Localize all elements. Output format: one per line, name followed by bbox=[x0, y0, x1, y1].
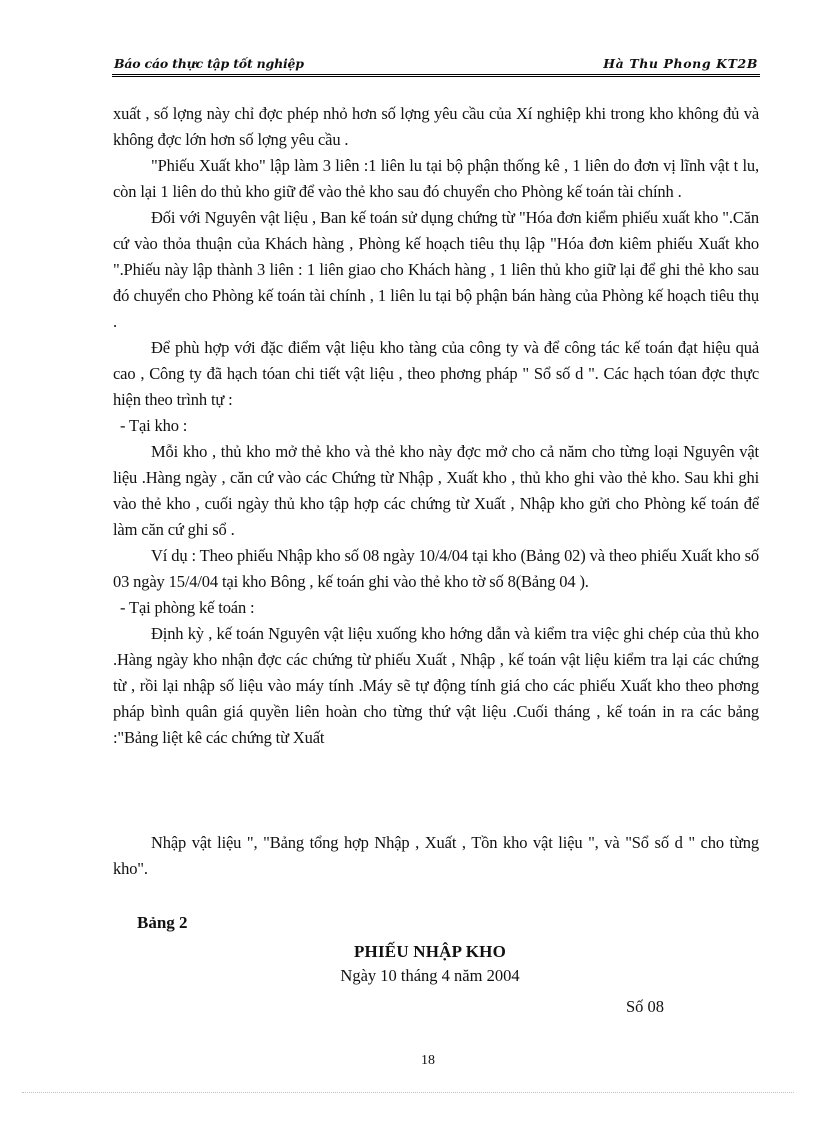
header-author: Hà Thu Phong KT2B bbox=[603, 56, 758, 71]
text-block-closing bbox=[113, 830, 759, 882]
paragraph-accounting-method: Để phù hợp với đặc điểm vật liệu kho tàng của công ty và để công tác kế toán đạt hiệu quả cao , Công ty đã hạch tóan chi tiết vật liệu , theo phơng pháp " Sổ số d ". Các hạch tóan đợc thực hiện theo trình tự : bbox=[113, 338, 759, 409]
main-text-block bbox=[113, 101, 759, 751]
paragraph-accounting-procedure: Định kỳ , kế toán Nguyên vật liệu xuống kho hớng dẫn và kiểm tra việc ghi chép của thủ kho .Hàng ngày kho nhận đợc các chứng từ phiếu Xuất , Nhập , kế toán vật liệu kiểm tra lại các chứng từ , rồi lại nhập số liệu vào máy tính .Máy sẽ tự động tính giá cho các phiếu Xuất kho theo phơng pháp bình quân giá quyền liên hoàn cho từng thứ vật liệu .Cuối tháng , kế toán in ra các bảng :"Bảng liệt kê các chứng từ Xuất bbox=[113, 624, 759, 747]
slip-date bbox=[0, 966, 816, 986]
page-bottom-border bbox=[22, 1092, 794, 1093]
page-number-text: 18 bbox=[421, 1053, 435, 1068]
paragraph-closing: Nhập vật liệu ", "Bảng tổng hợp Nhập , Xuất , Tồn kho vật liệu ", và "Sổ số d " cho từng kho". bbox=[113, 833, 759, 878]
paragraph-continuation: xuất , số lợng này chỉ đợc phép nhỏ hơn số lợng yêu cầu của Xí nghiệp khi trong kho không đủ và không đợc lớn hơn số lợng yêu cầu . bbox=[113, 104, 759, 149]
header-report-title: Báo cáo thực tập tốt nghiệp bbox=[114, 56, 304, 71]
slip-title-text: PHIẾU NHẬP KHO bbox=[353, 942, 507, 961]
paragraph-invoice: Đối với Nguyên vật liệu , Ban kế toán sử dụng chứng từ "Hóa đơn kiểm phiếu xuất kho ".Căn cứ vào thỏa thuận của Khách hàng , Phòng kế hoạch tiêu thụ lập "Hóa đơn kiêm phiếu Xuất kho ".Phiếu này lập thành 3 liên : 1 liên giao cho Khách hàng , 1 liên thủ kho giữ lại để ghi thẻ kho sau đó chuyển cho Phòng kế toán tài chính , 1 liên lu tại bộ phận bán hàng của Phòng kế hoạch tiêu thụ . bbox=[113, 208, 759, 331]
page-number bbox=[0, 1053, 816, 1069]
table-label: Bảng 2 bbox=[137, 913, 188, 932]
paragraph-warehouse-procedure: Mỗi kho , thủ kho mở thẻ kho và thẻ kho này đợc mở cho cả năm cho từng loại Nguyên vật liệu .Hàng ngày , căn cứ vào các Chứng từ Nhập , Xuất kho , thủ kho ghi vào thẻ kho. Sau khi ghi vào thẻ kho , cuối ngày thủ kho tập hợp các chứng từ Xuất , Nhập kho gửi cho Phòng kế toán để làm căn cứ ghi sổ . bbox=[113, 442, 759, 539]
heading-at-accounting-office: - Tại phòng kế toán : bbox=[120, 598, 255, 617]
heading-at-warehouse: - Tại kho : bbox=[120, 416, 188, 435]
paragraph-example: Ví dụ : Theo phiếu Nhập kho số 08 ngày 10/4/04 tại kho (Bảng 02) và theo phiếu Xuất kho số 03 ngày 15/4/04 tại kho Bông , kế toán ghi vào thẻ kho tờ số 8(Bảng 04 ). bbox=[113, 546, 759, 591]
page-header bbox=[112, 52, 760, 77]
slip-title bbox=[0, 942, 816, 962]
slip-date-text: Ngày 10 tháng 4 năm 2004 bbox=[340, 966, 520, 985]
paragraph-export-slip: "Phiếu Xuất kho" lập làm 3 liên :1 liên lu tại bộ phận thống kê , 1 liên do đơn vị lĩnh vật t lu, còn lại 1 liên do thủ kho giữ để vào thẻ kho sau đó chuyển cho Phòng kế toán tài chính . bbox=[113, 156, 759, 201]
slip-number: Số 08 bbox=[626, 997, 665, 1016]
